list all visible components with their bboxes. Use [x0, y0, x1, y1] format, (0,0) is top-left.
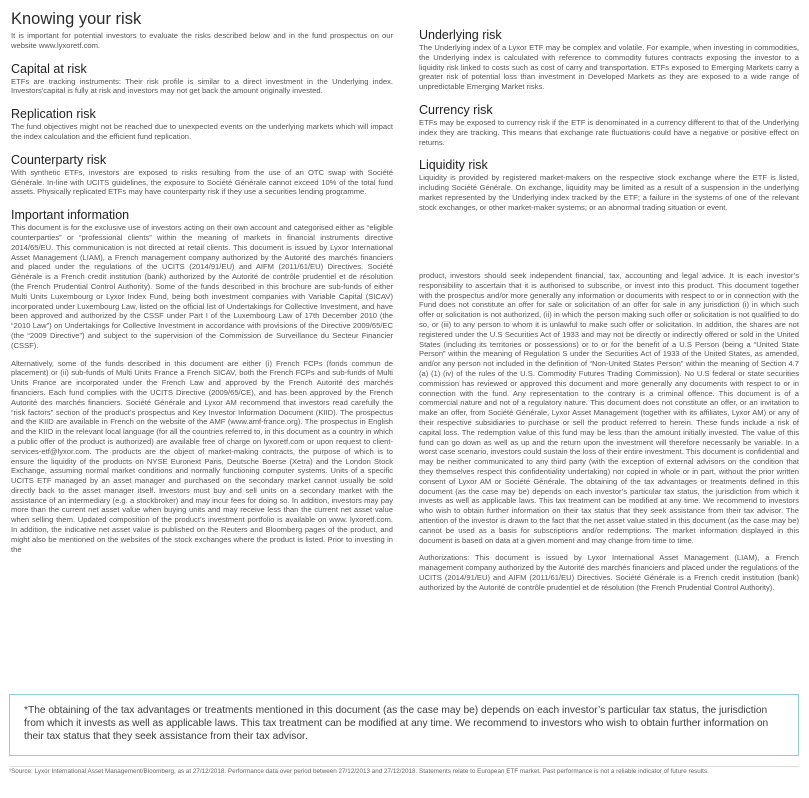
section-replication-risk [11, 107, 393, 142]
footnote-divider [9, 766, 799, 767]
important-paragraph: product, investors should seek independent financial, tax, accounting and legal advice. It is each investor’s responsibility to ascertain that it is authorised to subscribe, or invest into this product. This document together with the prospectus and/or more generally any information or documents with respect to or in connection with the Fund does not constitute an offer for sale or solicitation of an offer for sale in any jurisdiction (i) in which such offer or solicitation is not authorized, (ii) in which the person making such offer or solicitation is not qualified to do so, or (iii) to any person to whom it is unlawful to make such offer or solicitation. In addition, the shares are not registered under the U.S Securities Act of 1933 and may not be directly or indirectly offered or sold in the United States (including its territories or possessions) or to or for the benefit of a U.S Person (being a “United State Person” within the meaning of Regulation S under the Securities Act of 1933 of the United States, as amended, and/or any person not included in the definition of “Non-United States Person” within the meaning of Section 4.7 (a) (1) (iv) of the rules of the U.S. Commodity Futures Trading Commission). No U.S federal or state securities commission has reviewed or approved this document and more generally any documents with respect to or in connection with the fund. Any representation to the contrary is a criminal offence. This document is of a commercial nature and not of a regulatory nature. This document does not constitute an offer, or an invitation to make an offer, from Société Générale, Lyxor Asset Management (together with its affiliates, Lyxor AM) or any of their respective subsidiaries to purchase or sell the product referred to herein. These funds include a risk of capital loss. The redemption value of this fund may be less than the amount initially invested. The value of this fund can go down as well as up and the return upon the investment will therefore necessarily be variable. In a worst case scenario, investors could sustain the loss of their entire investment. This document is confidential and may be neither communicated to any third party (with the exception of external advisors on the condition that they themselves respect this confidentiality undertaking) nor copied in whole or in part, without the prior written consent of Lyxor AM or Société Générale. The obtaining of the tax advantages or treatments defined in this document (as the case may be) depends on each investor’s particular tax status, the jurisdiction from which it invests as well as applicable laws. This tax treatment can be modified at any time. We recommend to investors who wish to obtain further information on their tax status that they seek assistance from their tax advisor. The attention of the investor is drawn to the fact that the net asset value stated in this document (as the case may be) cannot be used as a basis for subscriptions and/or redemptions. The market information displayed in this document is based on data at a given moment and may change from time to time. [419, 271, 799, 545]
source-footnote: ¹Source: Lyxor International Asset Management/Bloomberg, as at 27/12/2018. Performance data over period between 27/12/2013 and 27/12/2018. Statements relate to European ETF market. Past performance is not a reliable indicator of future results. [9, 768, 709, 775]
important-paragraph: Alternatively, some of the funds described in this document are either (i) French FCPs (fonds commun de placement) or (ii) sub-funds of Multi Units France a French SICAV, both the French FCPs and sub-funds of Multi Units France are incorporated under the French Law and approved by the French Autorité des marchés financiers. Each fund complies with the UCITS Directive (2009/65/CE), and has been approved by the French Autorité des marchés financiers. Société Générale and Lyxor AM recommend that investors read carefully the “risk factors” section of the product’s prospectus and Key Investor Information Document (KIID). The prospectus and the KIID are available in French on the website of the AMF (www.amf-france.org). The prospectus in English and the KIID in the relevant local language (for all the countries referred to, in this document as a country in which a public offer of the product is authorized) are available free of charge on lyxoretf.com or upon request to client-services-etf@lyxor.com. The products are the object of market-making contracts, the purpose of which is to ensure the liquidity of the products on NYSE Euronext Paris, Deutsche Boerse (Xetra) and the London Stock Exchange, assuming normal market conditions and normally functioning computer systems. Units of a specific UCITS ETF managed by an asset manager and purchased on the secondary market cannot usually be sold directly back to the asset manager itself. Investors must buy and sell units on a secondary market with the assistance of an intermediary (e.g. a stockbroker) and may incur fees for doing so. In addition, investors may pay more than the current net asset value when buying units and may receive less than the current net asset value when selling them. Updated composition of the product’s investment portfolio is available on www. lyxoretf.com. In addition, the indicative net asset value is published on the Reuters and Bloomberg pages of the product, and might also be mentioned on the websites of the stock exchanges where the product is listed. Prior to investing in the [11, 358, 393, 554]
authorizations-paragraph: Authorizations: This document is issued by Lyxor International Asset Management (LIAM), a French management company authorized by the Autorité des marchés financiers and placed under the regulations of the UCITS (2014/91/EU) and AIFM (2011/61/EU) Directives. Société Générale is a French credit institution (bank) authorized by the Autorité de contrôle prudentiel et de résolution (the French Prudential Control Authority). [419, 553, 799, 592]
section-currency-risk [419, 103, 799, 147]
section-heading: Counterparty risk [11, 152, 107, 167]
section-heading: Capital at risk [11, 61, 87, 76]
section-capital-at-risk [11, 62, 393, 97]
important-continued [419, 271, 799, 601]
section-body: The Underlying index of a Lyxor ETF may be complex and volatile. For example, when investing in commodities, the Underlying index is calculated with reference to commodity futures contracts exposing the investor to a liquidity risk linked to costs such as cost of carry and transportation. ETFs exposed to Emerging Markets carry a greater risk of potential loss than investment in Developed Markets as they are exposed to a wide range of unpredictable Emerging Market risks. [419, 43, 799, 92]
section-counterparty-risk [11, 153, 393, 197]
section-body: The fund objectives might not be reached due to unexpected events on the underlying markets which will impact the index calculation and the efficient fund replication. [11, 122, 393, 141]
section-heading: Underlying risk [419, 28, 502, 42]
important-heading: Important information [11, 208, 130, 223]
section-heading: Liquidity risk [419, 158, 488, 173]
important-information-section [11, 208, 393, 554]
section-body: Liquidity is provided by registered market-makers on the respective stock exchange where the ETF is listed, including Société Générale. On exchange, liquidity may be limited as a result of a suspension in the underlying market represented by the Underlying index tracked by the ETF; a failure in the systems of one of the relevant stock exchanges, or other market-maker systems; or an abnormal trading situation or event. [419, 173, 799, 212]
callout-text: *The obtaining of the tax advantages or treatments mentioned in this document (as the case may be) depends on each investor’s particular tax status, the jurisdiction from which it invests as well as applicable laws. This tax treatment can be modified at any time. We recommend to investors who wish to obtain further information on their tax status that they seek assistance from their tax advisor. [24, 705, 769, 742]
section-heading: Replication risk [11, 107, 96, 122]
page-title: Knowing your risk [11, 10, 142, 28]
section-heading: Currency risk [419, 102, 493, 117]
tax-callout-box [9, 694, 799, 756]
intro-text: It is important for potential investors to evaluate the risks described below and in the fund prospectus on our website www.lyxoretf.com. [11, 31, 393, 50]
section-body: ETFs are tracking instruments: Their risk profile is similar to a direct investment in the Underlying index. Investors'capital is fully at risk and investors may not get back the amount originally invested. [11, 76, 393, 96]
important-paragraph: This document is for the exclusive use of investors acting on their own account and categorised either as “eligible counterparties” or “professional clients” within the meaning of markets in financial instruments directive 2014/65/EU. This communication is not directed at retail clients. This document is issued by Lyxor International Asset Management (LIAM), a French management company authorized by the Autorité des marchés financiers and placed under the regulations of the UCITS (2014/91/EU) and AIFM (2011/61/EU) Directives. Société Générale is a French credit institution (bank) authorized by the Autorité de contrôle prudentiel et de résolution (the French Prudential Control Authority). Some of the funds described in this brochure are sub-funds of either Multi Units Luxembourg or Lyxor Index Fund, being both investment companies with Variable Capital (SICAV) incorporated under Luxembourg Law, listed on the official list of Undertakings for Collective Investment, and have been approved and authorized by the CSSF under Part I of the Luxembourg Law of 17th December 2010 (the “2010 Law”) on Undertakings for Collective Investment in accordance with provisions of the Directive 2009/65/EC (the “2009 Directive”) and subject to the supervision of the Commission de Surveillance du Secteur Financier (CSSF). [11, 223, 393, 350]
section-body: With synthetic ETFs, investors are exposed to risks resulting from the use of an OTC swap with Société Générale. In-line with UCITS guidelines, the exposure to Société Générale cannot exceed 10% of the total fund assets. Physically replicated ETFs may have counterparty risk if they use a securities lending programme. [11, 167, 393, 197]
left-column [11, 10, 393, 562]
section-body: ETFs may be exposed to currency risk if the ETF is denominated in a currency different to that of the Underlying index they are tracking. This means that exchange rate fluctuations could have a negative or positive effect on returns. [419, 117, 799, 147]
section-liquidity-risk [419, 158, 799, 212]
section-underlying-risk [419, 28, 799, 92]
right-column [419, 28, 799, 224]
